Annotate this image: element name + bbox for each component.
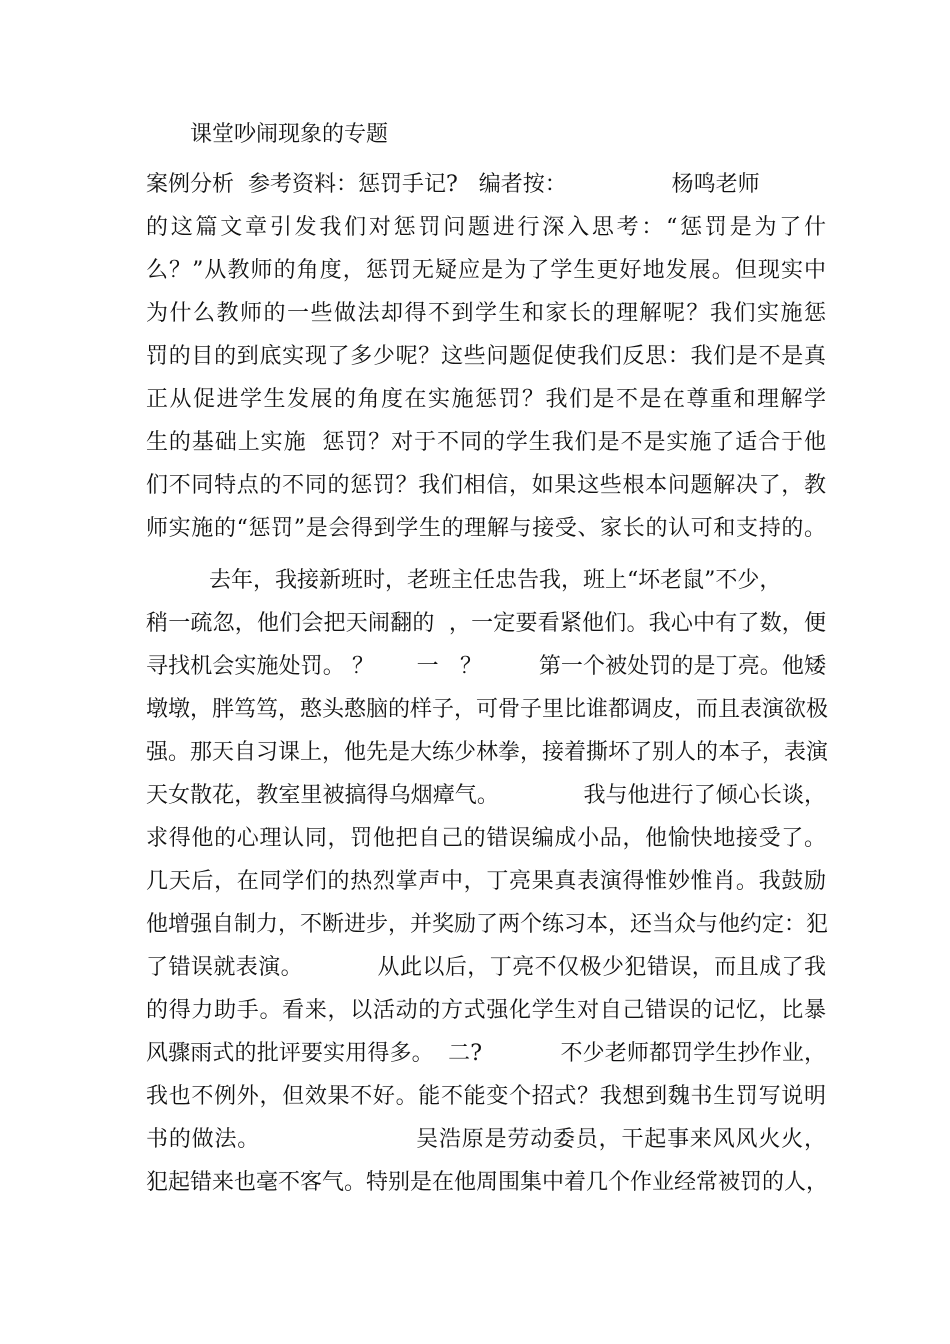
document-title: 课堂吵闹现象的专题 [190, 122, 389, 147]
paragraph-line: 寻找机会实施处罚。 ？ 一 ？ 第一个被处罚的是丁亮。他矮 [146, 654, 826, 679]
paragraph-line: 去年，我接新班时，老班主任忠告我，班上“坏老鼠”不少， [146, 568, 782, 593]
paragraph-line: 书的做法。 吴浩原是劳动委员，干起事来风风火火， [146, 1127, 826, 1152]
paragraph-line: 墩墩，胖笃笃，憨头憨脑的样子，可骨子里比谁都调皮，而且表演欲极 [146, 697, 829, 722]
paragraph-line: 几天后，在同学们的热烈掌声中，丁亮果真表演得惟妙惟肖。我鼓励 [146, 869, 826, 894]
paragraph-line: 案例分析 参考资料：惩罚手记? 编者按： 杨鸣老师 [146, 172, 760, 197]
paragraph-line: 强。那天自习课上，他先是大练少林拳，接着撕坏了别人的本子，表演 [146, 740, 829, 765]
paragraph-line: 天女散花，教室里被搞得乌烟瘴气。 我与他进行了倾心长谈， [146, 783, 826, 808]
paragraph-line: 求得他的心理认同，罚他把自己的错误编成小品，他愉快地接受了。 [146, 826, 826, 851]
paragraph-line: 为什么教师的一些做法却得不到学生和家长的理解呢？我们实施惩 [146, 301, 826, 326]
paragraph-line: 师实施的“惩罚”是会得到学生的理解与接受、家长的认可和支持的。 [146, 516, 826, 541]
paragraph-line: 的这篇文章引发我们对惩罚问题进行深入思考：“惩罚是为了什 [146, 215, 826, 240]
paragraph-line: 了错误就表演。 从此以后，丁亮不仅极少犯错误，而且成了我 [146, 955, 826, 980]
paragraph-line: 的得力助手。看来，以活动的方式强化学生对自己错误的记忆，比暴 [146, 998, 826, 1023]
paragraph-line: 犯起错来也毫不客气。特别是在他周围集中着几个作业经常被罚的人， [146, 1170, 829, 1195]
paragraph-line: 风骤雨式的批评要实用得多。 二? 不少老师都罚学生抄作业， [146, 1041, 826, 1066]
paragraph-line: 稍一疏忽，他们会把天闹翻的 ，一定要看紧他们。我心中有了数，便 [146, 611, 826, 636]
paragraph-line: 他增强自制力，不断进步，并奖励了两个练习本，还当众与他约定：犯 [146, 912, 829, 937]
paragraph-line: 生的基础上实施 惩罚？对于不同的学生我们是不是实施了适合于他 [146, 430, 826, 455]
paragraph-line: 么？”从教师的角度，惩罚无疑应是为了学生更好地发展。但现实中 [146, 258, 826, 283]
paragraph-line: 正从促进学生发展的角度在实施惩罚？我们是不是在尊重和理解学 [146, 387, 826, 412]
paragraph-line: 罚的目的到底实现了多少呢？这些问题促使我们反思：我们是不是真 [146, 344, 826, 369]
paragraph-line: 们不同特点的不同的惩罚？我们相信，如果这些根本问题解决了，教 [146, 473, 826, 498]
paragraph-line: 我也不例外，但效果不好。能不能变个招式？我想到魏书生罚写说明 [146, 1084, 826, 1109]
